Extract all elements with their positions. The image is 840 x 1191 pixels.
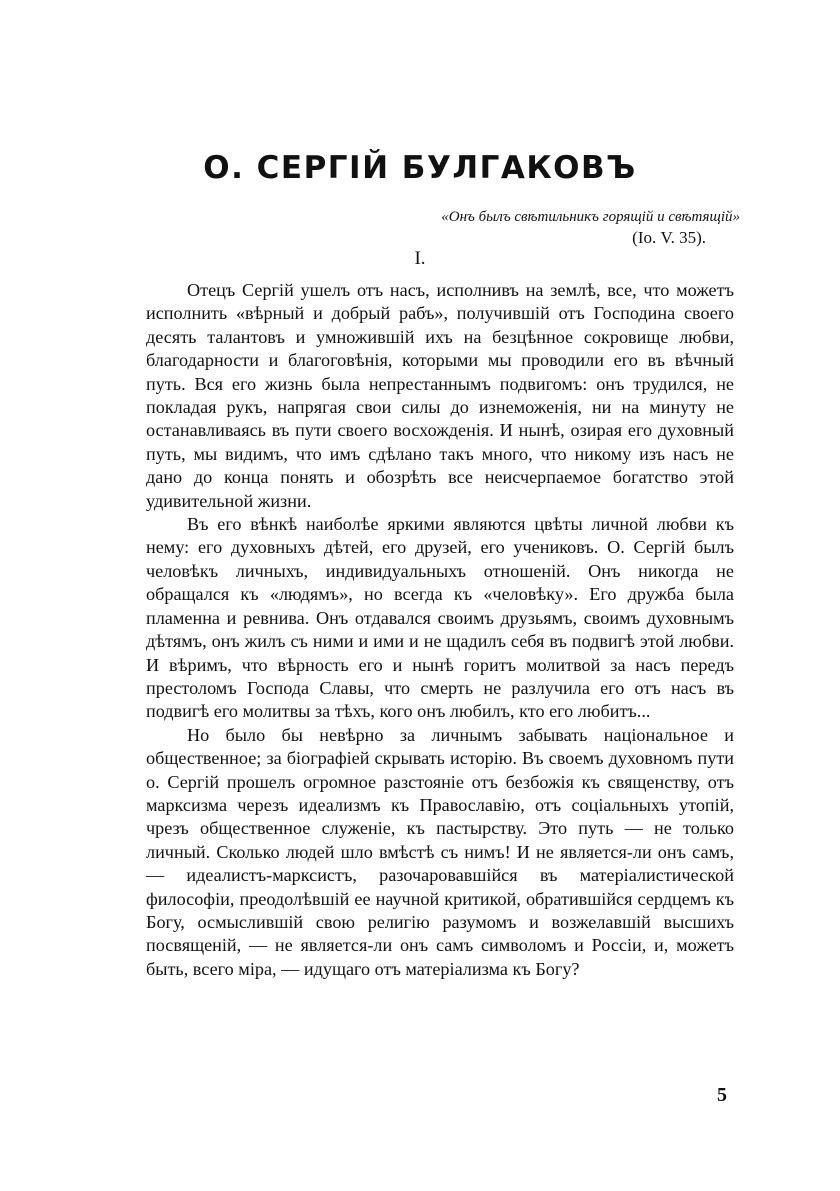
section-number: I. <box>414 248 426 269</box>
body-text <box>146 279 734 981</box>
paragraph-1: Отецъ Сергій ушелъ отъ насъ, исполнивъ на землѣ, все, что можетъ исполнить «вѣрный и добрый рабъ», получившій отъ Господина своего десять талантовъ и умножившій ихъ на безцѣнное сокровище любви, благодарности и благоговѣнія, которыми мы проводили его въ вѣчный путь. Вся его жизнь была непрестаннымъ подвигомъ: онъ трудился, не покладая рукъ, напрягая свои силы до изнеможенія, ни на минуту не останавливаясь въ пути своего восхожденія. И нынѣ, озирая его духовный путь, мы видимъ, что имъ сдѣлано такъ много, что никому изъ насъ не дано до конца понять и обозрѣть все неисчерпаемое богатство этой удивительной жизни. <box>146 280 734 511</box>
epigraph-quote: «Онъ былъ свѣтильникъ горящій и свѣтящій» <box>441 209 740 225</box>
epigraph-reference: (Іо. V. 35). <box>632 228 706 247</box>
paragraph-2: Въ его вѣнкѣ наиболѣе яркими являются цвѣты личной любви къ нему: его духовныхъ дѣтей, его друзей, его учениковъ. О. Сергій былъ человѣкъ личныхъ, индивидуальныхъ отношеній. Онъ никогда не обращался къ «людямъ», но всегда къ «человѣку». Его дружба была пламенна и ревнива. Онъ отдавался своимъ друзьямъ, своимъ духовнымъ дѣтямъ, онъ жилъ съ ними и ими и не щадилъ себя въ подвигѣ этой любви. И вѣримъ, что вѣрность его и нынѣ горитъ молитвой за насъ передъ престоломъ Господа Славы, что смерть не разлучила его отъ насъ въ подвигѣ его молитвы за тѣхъ, кого онъ любилъ, кто его любитъ... <box>146 514 734 722</box>
page-number: 5 <box>717 1084 727 1106</box>
page-title: О. СЕРГІЙ БУЛГАКОВЪ <box>203 150 637 186</box>
paragraph-3: Но было бы невѣрно за личнымъ забывать національное и общественное; за біографіей скрывать исторію. Въ своемъ духовномъ пути о. Сергій прошелъ огромное разстояніе отъ безбожія къ священству, отъ марксизма черезъ идеализмъ къ Православію, отъ соціальныхъ утопій, чрезъ общественное служеніе, къ пастырству. Это путь — не только личный. Сколько людей шло вмѣстѣ съ нимъ! И не является-ли онъ самъ, — идеалистъ-марксистъ, разочаровавшійся въ матеріалистической философіи, преодолѣвшій ее научной критикой, обратившійся сердцемъ къ Богу, осмыслившій свою религію разумомъ и возжелавшій высшихъ посвященій, — не является-ли онъ самъ символомъ и Россіи, и, можетъ быть, всего міра, — идущаго отъ матеріализма къ Богу? <box>146 724 734 979</box>
